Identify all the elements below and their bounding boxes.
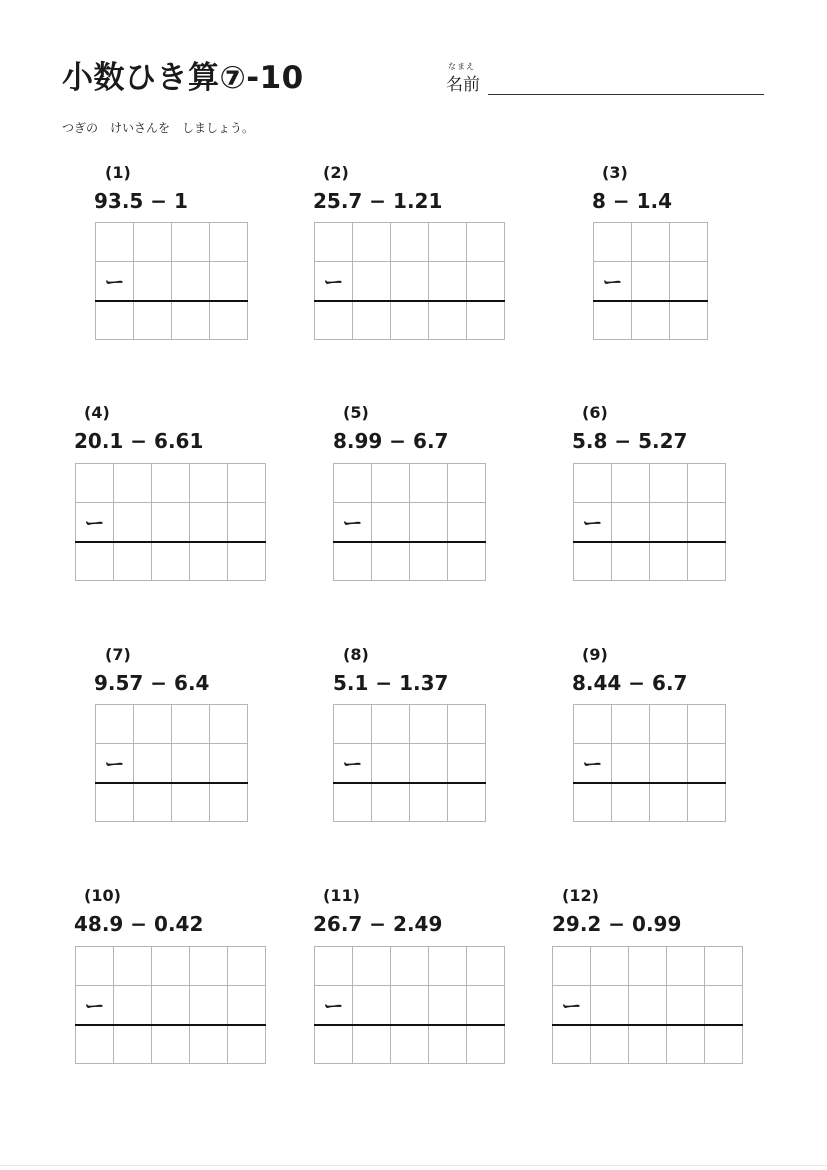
- grid-cell[interactable]: [574, 542, 612, 581]
- grid-cell[interactable]: [688, 744, 726, 783]
- grid-cell[interactable]: [190, 947, 228, 986]
- grid-cell[interactable]: [372, 744, 410, 783]
- grid-cell[interactable]: [391, 986, 429, 1025]
- name-ruby: なまえ: [448, 62, 475, 71]
- grid-cell[interactable]: [114, 503, 152, 542]
- grid-cell[interactable]: [172, 301, 210, 340]
- grid-cell[interactable]: [612, 705, 650, 744]
- subtrahend-row: [96, 262, 248, 301]
- page-edge: [0, 1165, 827, 1166]
- answer-row: [594, 301, 708, 340]
- answer-grid: [333, 704, 486, 822]
- grid-cell[interactable]: [629, 986, 667, 1025]
- grid-cell[interactable]: [334, 783, 372, 822]
- grid-cell[interactable]: [448, 744, 486, 783]
- subtrahend-row: [334, 744, 486, 783]
- grid-cell[interactable]: [372, 705, 410, 744]
- problem-number: (3): [602, 163, 628, 182]
- grid-cell[interactable]: [172, 705, 210, 744]
- grid-cell[interactable]: [591, 947, 629, 986]
- minuend-row: [553, 947, 743, 986]
- grid-cell[interactable]: [612, 744, 650, 783]
- grid-cell[interactable]: [96, 301, 134, 340]
- problem-number: (1): [105, 163, 131, 182]
- problem-number: (6): [582, 403, 608, 422]
- minus-sign: ー: [561, 994, 582, 1019]
- minuend-row: [334, 464, 486, 503]
- problem-expression: 29.2 − 0.99: [552, 912, 682, 936]
- problem-expression: 93.5 − 1: [94, 189, 188, 213]
- grid-cell[interactable]: [172, 744, 210, 783]
- minus-sign: ー: [84, 994, 105, 1019]
- answer-row: [574, 783, 726, 822]
- grid-cell[interactable]: [429, 947, 467, 986]
- grid-cell[interactable]: [210, 705, 248, 744]
- grid-cell[interactable]: [629, 947, 667, 986]
- grid-cell[interactable]: [96, 262, 134, 301]
- grid-cell[interactable]: [688, 705, 726, 744]
- problem-expression: 8 − 1.4: [592, 189, 673, 213]
- grid-cell[interactable]: [612, 783, 650, 822]
- grid-cell[interactable]: [410, 503, 448, 542]
- grid-cell[interactable]: [591, 1025, 629, 1064]
- grid-cell[interactable]: [210, 744, 248, 783]
- answer-row: [315, 1025, 505, 1064]
- answer-grid: [573, 463, 726, 581]
- grid-cell[interactable]: [76, 986, 114, 1025]
- grid-cell[interactable]: [429, 223, 467, 262]
- grid-cell[interactable]: [353, 1025, 391, 1064]
- grid-cell[interactable]: [670, 262, 708, 301]
- subtrahend-row: [76, 503, 266, 542]
- grid-cell[interactable]: [429, 1025, 467, 1064]
- grid-cell[interactable]: [76, 1025, 114, 1064]
- minuend-row: [574, 705, 726, 744]
- subtrahend-row: [76, 986, 266, 1025]
- grid-cell[interactable]: [228, 1025, 266, 1064]
- subtrahend-row: [96, 744, 248, 783]
- grid-cell[interactable]: [650, 464, 688, 503]
- grid-cell[interactable]: [429, 986, 467, 1025]
- grid-cell[interactable]: [612, 503, 650, 542]
- grid-cell[interactable]: [114, 464, 152, 503]
- minuend-row: [76, 947, 266, 986]
- problem-number: (9): [582, 645, 608, 664]
- grid-cell[interactable]: [410, 464, 448, 503]
- grid-cell[interactable]: [210, 223, 248, 262]
- grid-cell[interactable]: [574, 705, 612, 744]
- grid-cell[interactable]: [632, 262, 670, 301]
- minuend-row: [96, 705, 248, 744]
- grid-cell[interactable]: [134, 223, 172, 262]
- grid-cell[interactable]: [152, 947, 190, 986]
- grid-cell[interactable]: [467, 223, 505, 262]
- grid-cell[interactable]: [315, 262, 353, 301]
- minuend-row: [315, 947, 505, 986]
- grid-cell[interactable]: [334, 542, 372, 581]
- grid-cell[interactable]: [594, 262, 632, 301]
- answer-row: [574, 542, 726, 581]
- instructions: つぎの けいさんを しましょう。: [62, 121, 255, 135]
- grid-cell[interactable]: [96, 783, 134, 822]
- minus-sign: ー: [104, 270, 125, 295]
- grid-cell[interactable]: [650, 705, 688, 744]
- subtrahend-row: [553, 986, 743, 1025]
- name-label: 名前: [446, 75, 480, 95]
- problem-expression: 5.8 − 5.27: [572, 429, 688, 453]
- answer-grid: [552, 946, 743, 1064]
- grid-cell[interactable]: [594, 223, 632, 262]
- grid-cell[interactable]: [650, 783, 688, 822]
- grid-cell[interactable]: [152, 542, 190, 581]
- grid-cell[interactable]: [670, 223, 708, 262]
- grid-cell[interactable]: [632, 223, 670, 262]
- grid-cell[interactable]: [553, 1025, 591, 1064]
- grid-cell[interactable]: [574, 744, 612, 783]
- problem-expression: 8.99 − 6.7: [333, 429, 449, 453]
- answer-grid: [75, 946, 266, 1064]
- grid-cell[interactable]: [134, 783, 172, 822]
- grid-cell[interactable]: [228, 464, 266, 503]
- problem-expression: 9.57 − 6.4: [94, 671, 210, 695]
- grid-cell[interactable]: [315, 223, 353, 262]
- answer-grid: [314, 946, 505, 1064]
- grid-cell[interactable]: [96, 744, 134, 783]
- problem-number: (4): [84, 403, 110, 422]
- grid-cell[interactable]: [334, 464, 372, 503]
- minus-sign: ー: [582, 511, 603, 536]
- answer-row: [76, 542, 266, 581]
- answer-row: [96, 783, 248, 822]
- grid-cell[interactable]: [594, 301, 632, 340]
- grid-cell[interactable]: [629, 1025, 667, 1064]
- subtrahend-row: [594, 262, 708, 301]
- problem-expression: 5.1 − 1.37: [333, 671, 449, 695]
- answer-grid: [593, 222, 708, 340]
- grid-cell[interactable]: [372, 783, 410, 822]
- grid-cell[interactable]: [467, 947, 505, 986]
- grid-cell[interactable]: [667, 1025, 705, 1064]
- minus-sign: ー: [602, 270, 623, 295]
- grid-cell[interactable]: [114, 542, 152, 581]
- answer-row: [334, 783, 486, 822]
- problem-expression: 48.9 − 0.42: [74, 912, 204, 936]
- grid-cell[interactable]: [152, 503, 190, 542]
- grid-cell[interactable]: [353, 262, 391, 301]
- grid-cell[interactable]: [353, 947, 391, 986]
- grid-cell[interactable]: [190, 986, 228, 1025]
- grid-cell[interactable]: [372, 503, 410, 542]
- answer-row: [315, 301, 505, 340]
- grid-cell[interactable]: [315, 947, 353, 986]
- grid-cell[interactable]: [114, 947, 152, 986]
- subtrahend-row: [315, 986, 505, 1025]
- grid-cell[interactable]: [353, 301, 391, 340]
- grid-cell[interactable]: [134, 705, 172, 744]
- grid-cell[interactable]: [650, 542, 688, 581]
- minuend-row: [334, 705, 486, 744]
- grid-cell[interactable]: [76, 464, 114, 503]
- grid-cell[interactable]: [190, 503, 228, 542]
- grid-cell[interactable]: [705, 947, 743, 986]
- minuend-row: [594, 223, 708, 262]
- subtrahend-row: [574, 503, 726, 542]
- grid-cell[interactable]: [391, 223, 429, 262]
- answer-grid: [75, 463, 266, 581]
- grid-cell[interactable]: [410, 744, 448, 783]
- answer-row: [96, 301, 248, 340]
- minus-sign: ー: [323, 270, 344, 295]
- grid-cell[interactable]: [114, 1025, 152, 1064]
- grid-cell[interactable]: [429, 262, 467, 301]
- problem-expression: 26.7 − 2.49: [313, 912, 443, 936]
- grid-cell[interactable]: [612, 542, 650, 581]
- problem-expression: 25.7 − 1.21: [313, 189, 443, 213]
- answer-grid: [95, 704, 248, 822]
- grid-cell[interactable]: [315, 1025, 353, 1064]
- grid-cell[interactable]: [410, 542, 448, 581]
- grid-cell[interactable]: [334, 503, 372, 542]
- grid-cell[interactable]: [650, 744, 688, 783]
- grid-cell[interactable]: [372, 464, 410, 503]
- problem-number: (10): [84, 886, 121, 905]
- problem-number: (11): [323, 886, 360, 905]
- problem-number: (7): [105, 645, 131, 664]
- grid-cell[interactable]: [114, 986, 152, 1025]
- grid-cell[interactable]: [334, 744, 372, 783]
- grid-cell[interactable]: [553, 947, 591, 986]
- grid-cell[interactable]: [467, 986, 505, 1025]
- grid-cell[interactable]: [372, 542, 410, 581]
- grid-cell[interactable]: [210, 783, 248, 822]
- grid-cell[interactable]: [670, 301, 708, 340]
- grid-cell[interactable]: [190, 1025, 228, 1064]
- grid-cell[interactable]: [76, 503, 114, 542]
- grid-cell[interactable]: [705, 1025, 743, 1064]
- grid-cell[interactable]: [632, 301, 670, 340]
- answer-row: [334, 542, 486, 581]
- minuend-row: [315, 223, 505, 262]
- minus-sign: ー: [342, 511, 363, 536]
- subtrahend-row: [315, 262, 505, 301]
- grid-cell[interactable]: [96, 705, 134, 744]
- grid-cell[interactable]: [574, 783, 612, 822]
- answer-grid: [95, 222, 248, 340]
- grid-cell[interactable]: [667, 986, 705, 1025]
- minus-sign: ー: [342, 752, 363, 777]
- grid-cell[interactable]: [448, 464, 486, 503]
- grid-cell[interactable]: [574, 464, 612, 503]
- grid-cell[interactable]: [353, 223, 391, 262]
- problem-number: (12): [562, 886, 599, 905]
- grid-cell[interactable]: [574, 503, 612, 542]
- answer-grid: [333, 463, 486, 581]
- grid-cell[interactable]: [410, 783, 448, 822]
- grid-cell[interactable]: [134, 744, 172, 783]
- problem-expression: 20.1 − 6.61: [74, 429, 204, 453]
- grid-cell[interactable]: [228, 542, 266, 581]
- grid-cell[interactable]: [467, 262, 505, 301]
- grid-cell[interactable]: [448, 503, 486, 542]
- answer-grid: [314, 222, 505, 340]
- grid-cell[interactable]: [705, 986, 743, 1025]
- grid-cell[interactable]: [353, 986, 391, 1025]
- minus-sign: ー: [84, 511, 105, 536]
- minus-sign: ー: [104, 752, 125, 777]
- grid-cell[interactable]: [391, 262, 429, 301]
- grid-cell[interactable]: [134, 301, 172, 340]
- minuend-row: [76, 464, 266, 503]
- grid-cell[interactable]: [152, 986, 190, 1025]
- grid-cell[interactable]: [315, 301, 353, 340]
- grid-cell[interactable]: [172, 223, 210, 262]
- grid-cell[interactable]: [391, 947, 429, 986]
- problem-expression: 8.44 − 6.7: [572, 671, 688, 695]
- grid-cell[interactable]: [190, 542, 228, 581]
- grid-cell[interactable]: [76, 947, 114, 986]
- answer-grid: [573, 704, 726, 822]
- grid-cell[interactable]: [315, 986, 353, 1025]
- grid-cell[interactable]: [650, 503, 688, 542]
- answer-row: [553, 1025, 743, 1064]
- grid-cell[interactable]: [228, 503, 266, 542]
- minus-sign: ー: [582, 752, 603, 777]
- minuend-row: [96, 223, 248, 262]
- grid-cell[interactable]: [667, 947, 705, 986]
- minus-sign: ー: [323, 994, 344, 1019]
- subtrahend-row: [574, 744, 726, 783]
- grid-cell[interactable]: [467, 301, 505, 340]
- name-field-line[interactable]: [488, 94, 764, 95]
- minuend-row: [574, 464, 726, 503]
- answer-row: [76, 1025, 266, 1064]
- grid-cell[interactable]: [228, 947, 266, 986]
- problem-number: (2): [323, 163, 349, 182]
- grid-cell[interactable]: [172, 262, 210, 301]
- grid-cell[interactable]: [96, 223, 134, 262]
- grid-cell[interactable]: [688, 464, 726, 503]
- grid-cell[interactable]: [190, 464, 228, 503]
- grid-cell[interactable]: [228, 986, 266, 1025]
- grid-cell[interactable]: [429, 301, 467, 340]
- grid-cell[interactable]: [448, 783, 486, 822]
- grid-cell[interactable]: [448, 705, 486, 744]
- grid-cell[interactable]: [612, 464, 650, 503]
- grid-cell[interactable]: [210, 262, 248, 301]
- worksheet-title: 小数ひき算⑦-10: [62, 60, 304, 96]
- grid-cell[interactable]: [391, 1025, 429, 1064]
- grid-cell[interactable]: [391, 301, 429, 340]
- grid-cell[interactable]: [467, 1025, 505, 1064]
- grid-cell[interactable]: [688, 542, 726, 581]
- grid-cell[interactable]: [76, 542, 114, 581]
- grid-cell[interactable]: [152, 464, 190, 503]
- problem-number: (8): [343, 645, 369, 664]
- grid-cell[interactable]: [172, 783, 210, 822]
- grid-cell[interactable]: [688, 503, 726, 542]
- grid-cell[interactable]: [448, 542, 486, 581]
- grid-cell[interactable]: [134, 262, 172, 301]
- subtrahend-row: [334, 503, 486, 542]
- grid-cell[interactable]: [152, 1025, 190, 1064]
- grid-cell[interactable]: [688, 783, 726, 822]
- grid-cell[interactable]: [334, 705, 372, 744]
- grid-cell[interactable]: [591, 986, 629, 1025]
- grid-cell[interactable]: [210, 301, 248, 340]
- grid-cell[interactable]: [553, 986, 591, 1025]
- problem-number: (5): [343, 403, 369, 422]
- grid-cell[interactable]: [410, 705, 448, 744]
